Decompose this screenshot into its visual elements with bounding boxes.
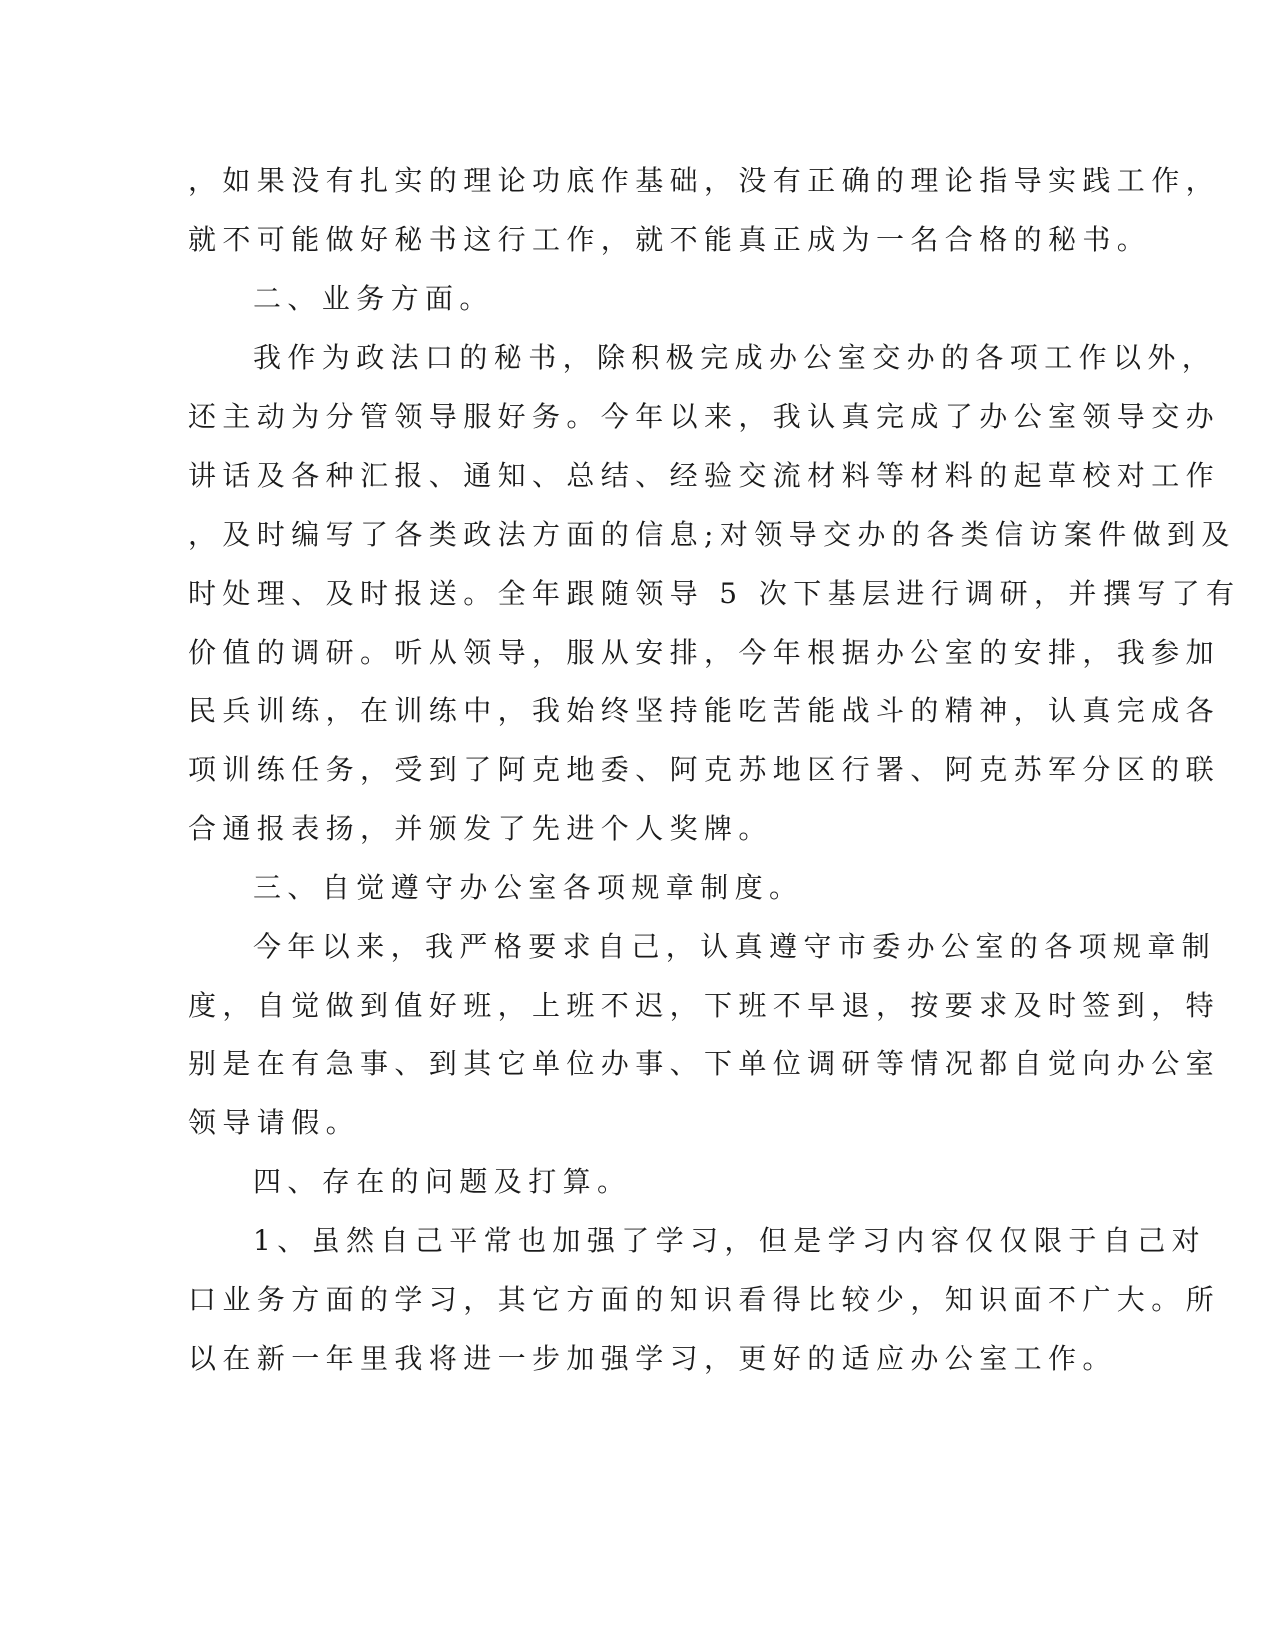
text-line: 时处理、及时报送。全年跟随领导 5 次下基层进行调研，并撰写了有: [188, 577, 1241, 610]
text-line: 合通报表扬，并颁发了先进个人奖牌。: [188, 812, 773, 845]
text-line: ，如果没有扎实的理论功底作基础，没有正确的理论指导实践工作，: [188, 164, 1221, 197]
text-line: 领导请假。: [188, 1106, 361, 1139]
text-line: 还主动为分管领导服好务。今年以来，我认真完成了办公室领导交办: [188, 400, 1221, 433]
text-line: 别是在有急事、到其它单位办事、下单位调研等情况都自觉向办公室: [188, 1047, 1221, 1080]
section-heading: 四、存在的问题及打算。: [253, 1165, 632, 1198]
section-heading: 二、业务方面。: [253, 282, 494, 315]
text-line: 就不可能做好秘书这行工作，就不能真正成为一名合格的秘书。: [188, 223, 1152, 256]
text-line: 度，自觉做到值好班，上班不迟，下班不早退，按要求及时签到，特: [188, 989, 1221, 1022]
text-line: 民兵训练，在训练中，我始终坚持能吃苦能战斗的精神，认真完成各: [188, 694, 1221, 727]
text-line: 以在新一年里我将进一步加强学习，更好的适应办公室工作。: [188, 1342, 1117, 1375]
text-line: ，及时编写了各类政法方面的信息;对领导交办的各类信访案件做到及: [188, 518, 1236, 551]
text-line: 口业务方面的学习，其它方面的知识看得比较少，知识面不广大。所: [188, 1283, 1221, 1316]
text-line: 我作为政法口的秘书，除积极完成办公室交办的各项工作以外，: [253, 341, 1217, 374]
section-heading: 三、自觉遵守办公室各项规章制度。: [253, 871, 804, 904]
text-line: 价值的调研。听从领导，服从安排，今年根据办公室的安排，我参加: [188, 636, 1221, 669]
text-line: 讲话及各种汇报、通知、总结、经验交流材料等材料的起草校对工作: [188, 459, 1221, 492]
text-line: 今年以来，我严格要求自己，认真遵守市委办公室的各项规章制: [253, 930, 1217, 963]
text-line: 项训练任务，受到了阿克地委、阿克苏地区行署、阿克苏军分区的联: [188, 753, 1221, 786]
text-line: 1、虽然自己平常也加强了学习，但是学习内容仅仅限于自己对: [253, 1224, 1207, 1257]
